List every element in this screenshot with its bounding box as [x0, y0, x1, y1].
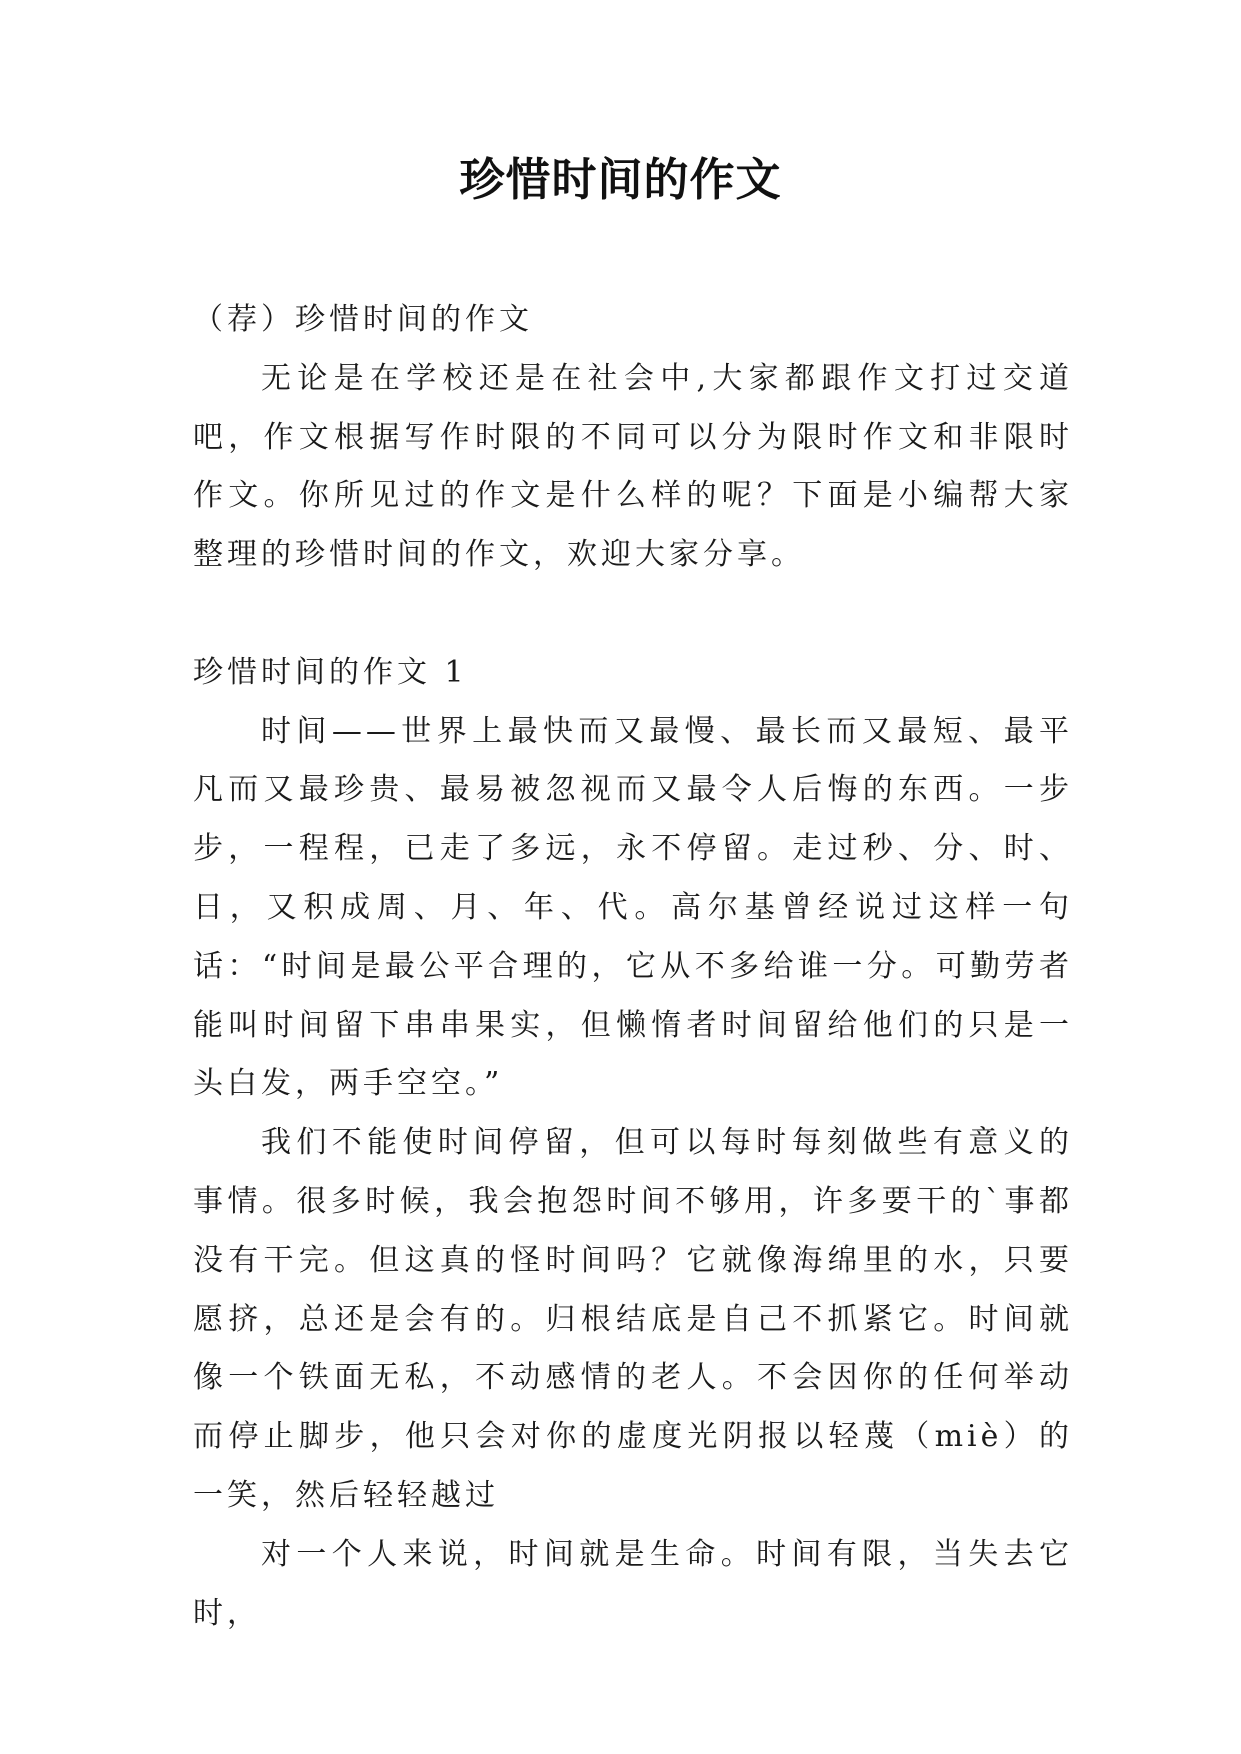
intro-paragraph: 无论是在学校还是在社会中,大家都跟作文打过交道吧，作文根据写作时限的不同可以分为限时作文和非限时作文。你所见过的作文是什么样的呢？下面是小编帮大家整理的珍惜时间的作文，欢迎大家分享。 [193, 360, 1073, 573]
body-paragraph-2: 我们不能使时间停留，但可以每时每刻做些有意义的事情。很多时候，我会抱怨时间不够用，许多要干的`事都没有干完。但这真的怪时间吗？它就像海绵里的水，只要愿挤，总还是会有的。归根结底是自己不抓紧它。时间就像一个铁面无私，不动感情的老人。不会因你的任何举动而停止脚步，他只会对你的虚度光阴报以轻蔑（miè）的一笑，然后轻轻越过 [193, 1125, 1073, 1513]
document-body [193, 291, 1073, 1643]
document-title: 珍惜时间的作文 [459, 153, 782, 206]
paragraph-spacer [193, 585, 1073, 644]
subtitle-line: （荐）珍惜时间的作文 [193, 302, 533, 337]
body-paragraph-3: 对一个人来说，时间就是生命。时间有限，当失去它时， [193, 1536, 1073, 1631]
section-heading: 珍惜时间的作文 1 [193, 654, 468, 690]
body-paragraph-1: 时间——世界上最快而又最慢、最长而又最短、最平凡而又最珍贵、最易被忽视而又最令人后悔的东西。一步步，一程程，已走了多远，永不停留。走过秒、分、时、日，又积成周、月、年、代。高尔基曾经说过这样一句话：“时间是最公平合理的，它从不多给谁一分。可勤劳者能叫时间留下串串果实，但懒惰者时间留给他们的只是一头白发，两手空空。” [193, 713, 1073, 1102]
